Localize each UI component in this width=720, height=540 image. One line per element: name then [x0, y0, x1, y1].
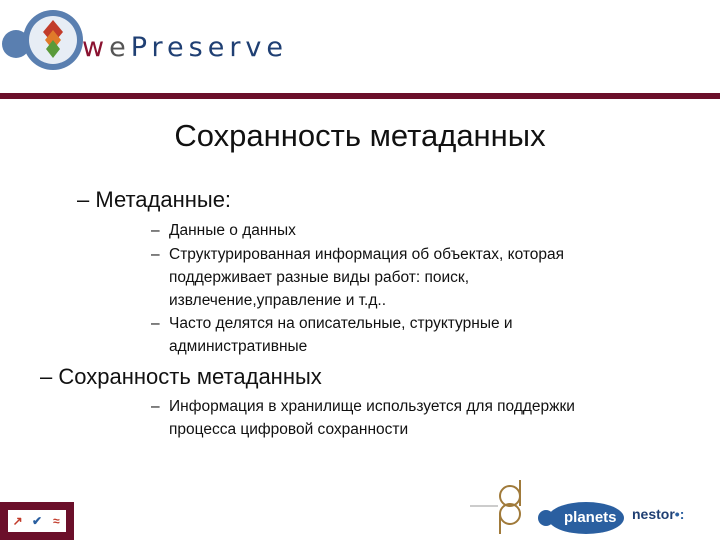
sub-bullet-text: процесса цифровой сохранности [169, 421, 409, 438]
bullet-heading-text: Сохранность метаданных [58, 364, 322, 389]
arrow-up-icon: ↗ [12, 514, 23, 528]
planets-logo [536, 496, 628, 536]
chart-icon: ✔ [31, 514, 43, 528]
dpe-logo [468, 478, 534, 534]
nestor-dots-icon: •: [674, 506, 685, 522]
bullet-dash: – [40, 364, 53, 389]
approx-icon: ≈ [53, 514, 60, 528]
sub-bullet-text: Часто делятся на описательные, структурные и [169, 315, 513, 332]
logo-wordmark: Preserve [130, 32, 289, 63]
nestor-logo [632, 506, 684, 522]
sub-bullet-text: Информация в хранилище используется для поддержки [169, 398, 575, 415]
sub-bullet-dash: – [151, 398, 160, 415]
logo-letter-w: w [82, 32, 110, 63]
nestor-wordmark: nestor [632, 506, 675, 522]
sub-bullet-text: Данные о данных [169, 222, 296, 239]
bullet-heading-preservation [40, 364, 322, 390]
sub-bullet-text: Структурированная информация об объектах, которая [169, 246, 565, 263]
planets-wordmark: planets [564, 509, 617, 526]
wepreserve-emblem-icon [0, 0, 90, 78]
sub-bullet-text: административные [169, 338, 308, 355]
sub-bullet-dash: – [151, 222, 160, 239]
wepreserve-logo [0, 0, 300, 78]
sub-bullet-text: поддерживает разные виды работ: поиск, [169, 269, 470, 286]
sub-bullet-dash: – [151, 246, 160, 263]
header-divider [0, 93, 720, 99]
sub-bullet-dash: – [151, 315, 160, 332]
bullet-heading-metadata [77, 187, 231, 213]
bullet-dash: – [77, 187, 90, 212]
slide-title: Сохранность метаданных [174, 118, 546, 153]
logo-letter-e: e [109, 32, 131, 63]
sub-bullet-text: извлечение,управление и т.д.. [169, 292, 387, 309]
ist-logo [0, 502, 74, 540]
bullet-heading-text: Метаданные: [95, 187, 232, 212]
